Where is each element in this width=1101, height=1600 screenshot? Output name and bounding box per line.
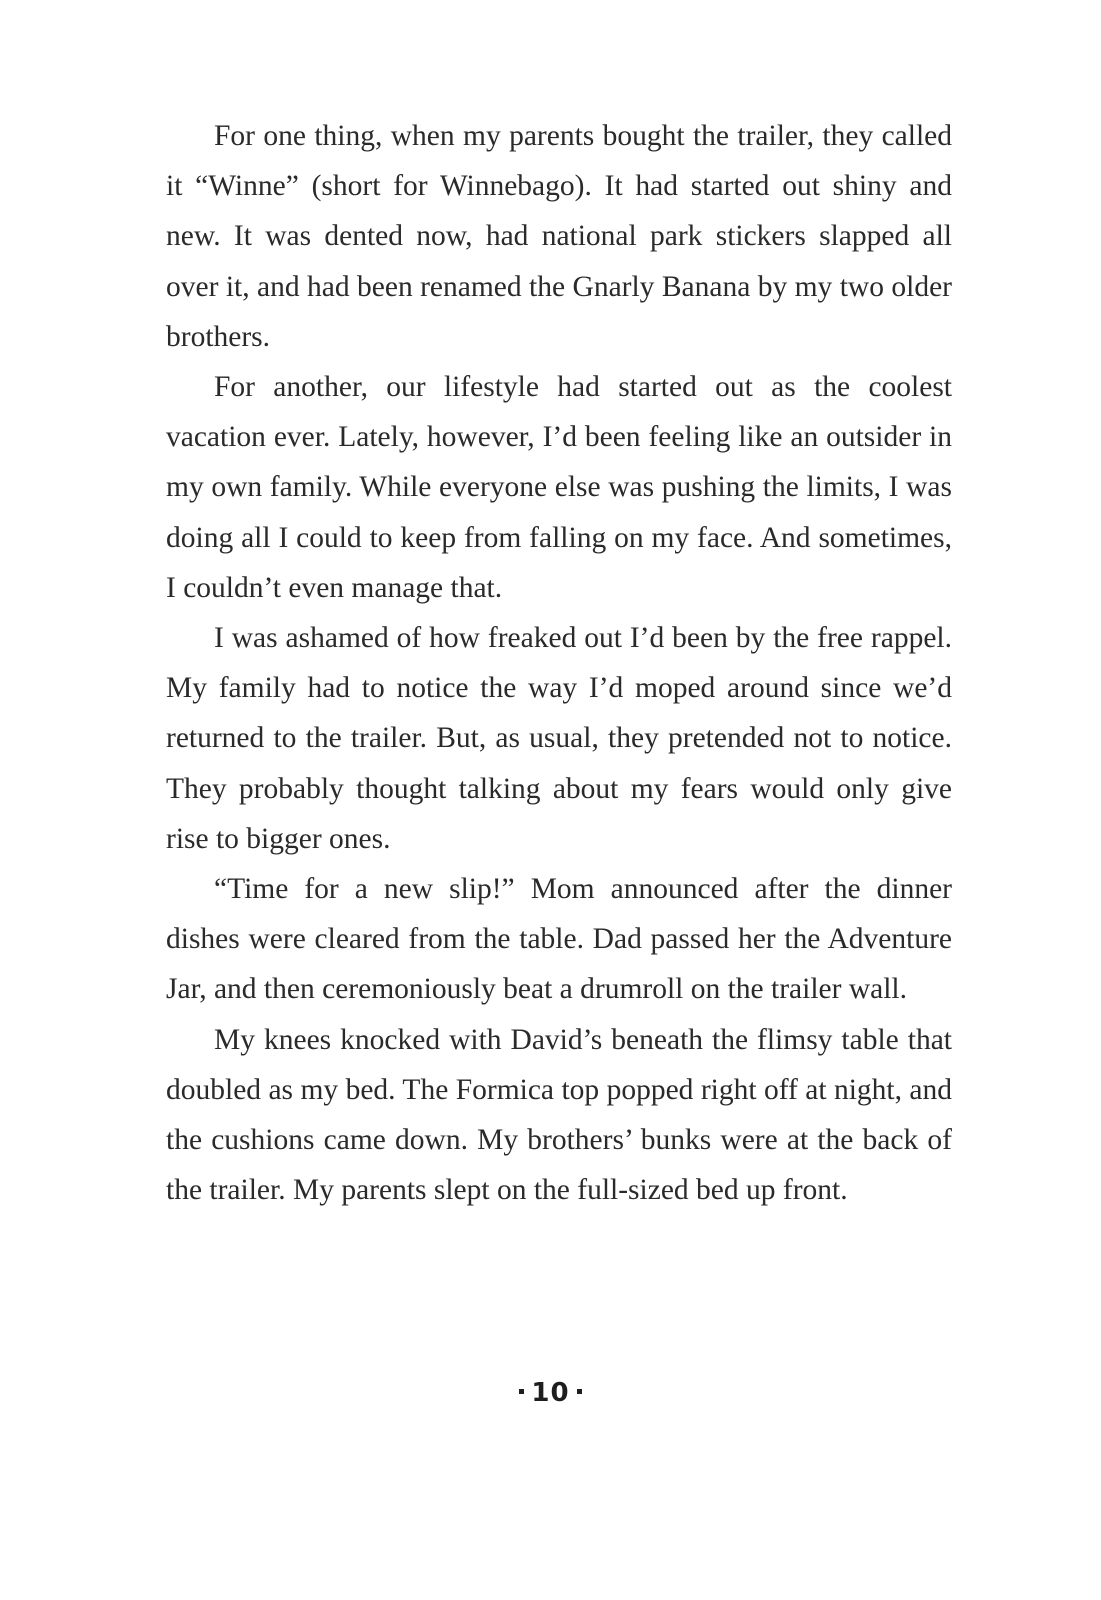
page-number-footer [0,1378,1101,1408]
paragraph-4: “Time for a new slip!” Mom announced after the dinner dishes were cleared from the table. Dad passed her the Adventure Jar, and then ceremoniously beat a drumroll on the trailer wall. [166,873,952,1006]
body-text [166,111,952,1215]
paragraph-5: My knees knocked with David’s beneath the flimsy table that doubled as my bed. The Formica top popped right off at night, and the cushions came down. My brothers’ bunks were at the back of the trailer. My parents slept on the full-sized bed up front. [166,1023,952,1207]
paragraph-2: For another, our lifestyle had started out as the coolest vacation ever. Lately, however, I’d been feeling like an outsider in my own family. While everyone else was pushing the limits, I was doing all I could to keep from falling on my face. And sometimes, I couldn’t even manage that. [166,371,952,604]
bullet-dot-icon [519,1389,524,1394]
page-number: 10 [531,1378,570,1408]
bullet-dot-icon [577,1389,582,1394]
paragraph-1: For one thing, when my parents bought the trailer, they called it “Winne” (short for Winnebago). It had started out shiny and new. It was dented now, had national park stickers slapped all over it, and had been renamed the Gnarly Banana by my two older brothers. [166,120,952,353]
paragraph-3: I was ashamed of how freaked out I’d been by the free rappel. My family had to notice the way I’d moped around since we’d returned to the trailer. But, as usual, they pretended not to notice. They probably thought talking about my fears would only give rise to bigger ones. [166,622,952,855]
